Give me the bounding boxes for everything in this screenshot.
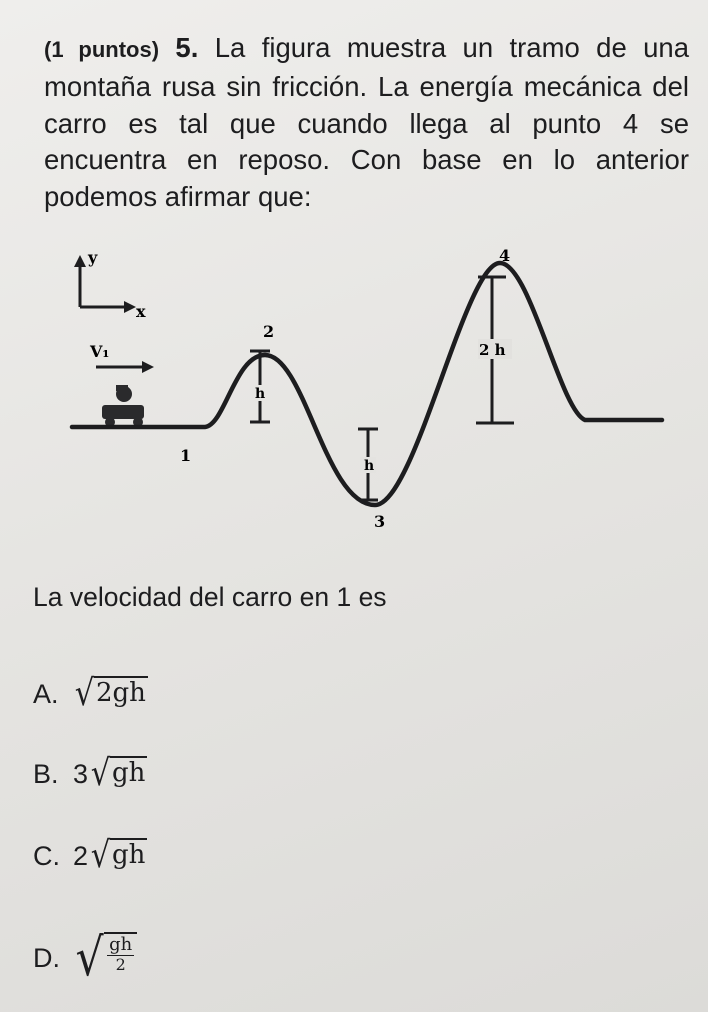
sqrt-icon: √ 2gh [74, 673, 146, 714]
question-number: 5. [175, 32, 199, 63]
option-c-letter: C. [33, 840, 60, 871]
point-1-label: 1 [180, 446, 192, 465]
option-d[interactable] [33, 918, 137, 998]
x-axis-arrow [124, 301, 136, 313]
velocity-arrow-head [142, 361, 154, 373]
option-b-radicand: gh [110, 756, 147, 792]
roller-coaster-diagram [0, 235, 708, 545]
sqrt-icon: √ gh [90, 835, 146, 876]
question-points: (1 puntos) [44, 37, 160, 62]
option-b-coefficient: 3 [73, 758, 89, 789]
point-3-label: 3 [374, 512, 386, 531]
option-b-expression [73, 753, 147, 794]
y-axis-label: y [88, 248, 98, 267]
option-a-letter: A. [33, 678, 59, 709]
option-d-numerator: gh [109, 934, 133, 955]
roller-coaster-figure [0, 235, 708, 545]
option-d-letter: D. [33, 942, 60, 973]
option-c-expression [73, 835, 147, 876]
y-axis-arrow [74, 255, 86, 267]
option-c[interactable] [33, 826, 147, 886]
height-4-label: 2 h [479, 341, 506, 359]
option-d-denominator: 2 [115, 954, 126, 974]
option-c-radicand: gh [110, 838, 147, 874]
option-b[interactable] [33, 744, 147, 804]
cart-icon [102, 385, 144, 427]
option-b-letter: B. [33, 758, 59, 789]
x-axis-label: x [136, 302, 146, 321]
option-c-coefficient: 2 [73, 840, 89, 871]
option-d-fraction [104, 932, 137, 984]
subquestion-text: La velocidad del carro en 1 es [33, 582, 387, 612]
sqrt-icon: √ $\frac{gh}{2}$ [73, 932, 137, 984]
height-2-label: h [255, 386, 266, 402]
question-statement: La figura muestra un tramo de una montaña rusa sin fricción. La energía mecánica del carro es tal que cuando llega al punto 4 se encuentra en reposo. Con base en lo anterior podemos afirmar que: [44, 32, 690, 213]
height-3-label: h [364, 458, 375, 474]
option-a-radicand: 2gh [94, 676, 148, 712]
option-d-expression [73, 928, 137, 988]
sqrt-icon: √ gh [90, 753, 146, 794]
velocity-label: V₁ [90, 342, 110, 361]
point-4-label: 4 [499, 246, 511, 265]
option-a-expression [73, 673, 148, 714]
point-2-label: 2 [263, 322, 275, 341]
option-a[interactable] [33, 664, 148, 724]
question-text [44, 30, 689, 216]
